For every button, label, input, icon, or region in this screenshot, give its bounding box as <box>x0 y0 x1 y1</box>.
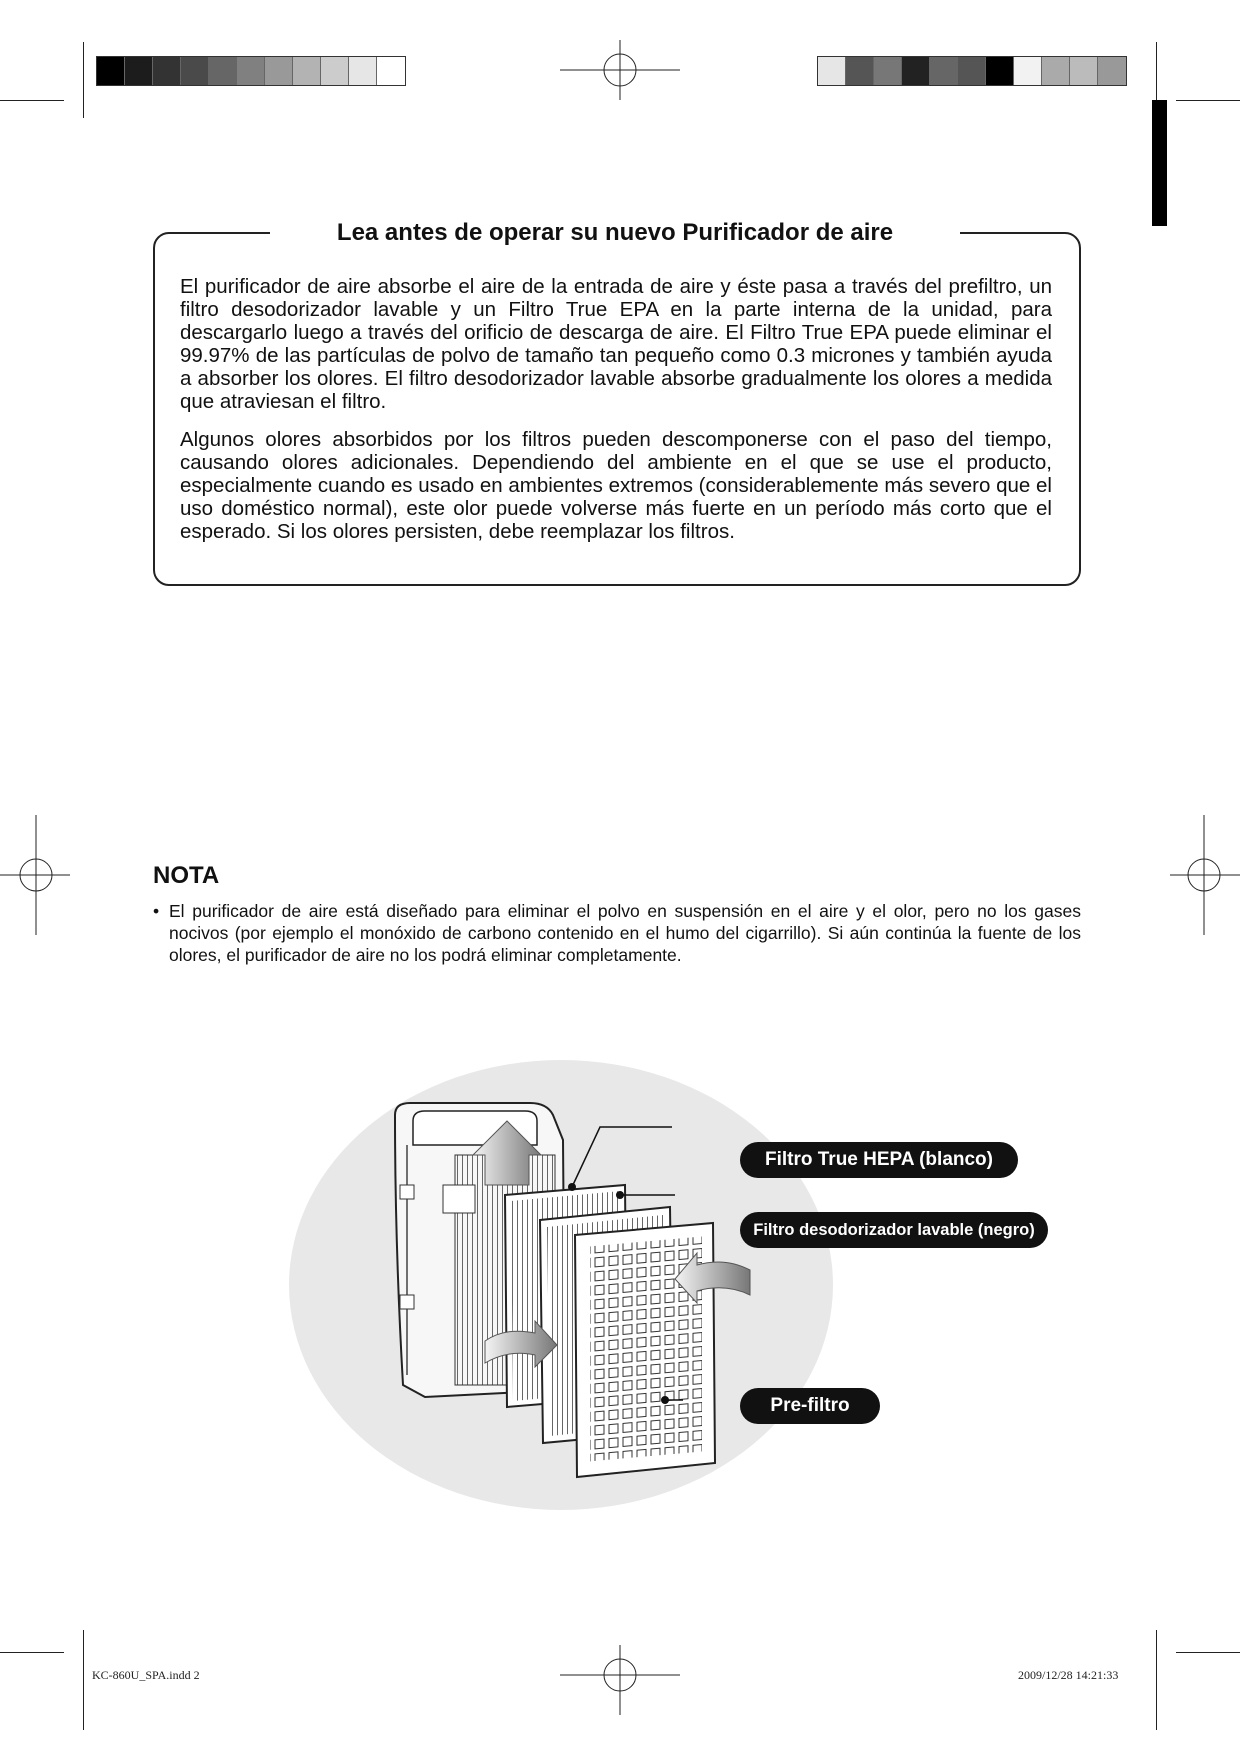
read-box-title: Lea antes de operar su nuevo Purificador de aire <box>270 218 960 248</box>
air-purifier-filter-illustration <box>285 1045 845 1510</box>
color-swatch <box>1014 57 1042 85</box>
bullet-icon: • <box>153 901 160 921</box>
color-bar-left <box>96 56 406 86</box>
color-swatch <box>237 57 265 85</box>
color-swatch <box>986 57 1014 85</box>
registration-mark-top <box>560 40 680 100</box>
callout-pre-filter: Pre-filtro <box>740 1388 880 1424</box>
color-swatch <box>874 57 902 85</box>
color-swatch <box>958 57 986 85</box>
read-box-paragraph: El purificador de aire absorbe el aire de la entrada de aire y éste pasa a través del prefiltro, un filtro desodorizador lavable y un Filtro True EPA en la parte interna de la unidad, para descargarlo luego a través del orificio de descarga de aire. El Filtro True EPA puede eliminar el 99.97% de las partículas de polvo de tamaño tan pequeño como 0.3 micrones y también ayuda a absorber los olores. El filtro desodorizador lavable absorbe gradualmente los olores a medida que atraviesan el filtro. <box>180 275 1052 413</box>
read-box-body <box>180 275 1052 558</box>
color-swatch <box>209 57 237 85</box>
color-swatch <box>1042 57 1070 85</box>
nota-heading: NOTA <box>153 862 220 889</box>
nota-text: El purificador de aire está diseñado para eliminar el polvo en suspensión en el aire y el olor, pero no los gases nocivos (por ejemplo el monóxido de carbono contenido en el humo del cigarrillo). Si aún continúa la fuente de los olores, el purificador de aire no los podrá eliminar completamente. <box>169 901 1081 965</box>
color-swatch <box>349 57 377 85</box>
footer-filename: KC-860U_SPA.indd 2 <box>92 1668 200 1682</box>
color-swatch <box>818 57 846 85</box>
color-swatch <box>1070 57 1098 85</box>
registration-mark-right <box>1170 815 1240 935</box>
color-swatch <box>97 57 125 85</box>
read-box-paragraph: Algunos olores absorbidos por los filtros pueden descomponerse con el paso del tiempo, causando olores adicionales. Dependiendo del ambiente en el que se use el producto, especialmente cuando es usado en ambientes extremos (considerablemente más severo que el uso doméstico normal), este olor puede volverse más fuerte en un período más corto que el esperado. Si los olores persisten, debe reemplazar los filtros. <box>180 428 1052 543</box>
callout-deodorizer-filter: Filtro desodorizador lavable (negro) <box>740 1212 1048 1248</box>
color-swatch <box>293 57 321 85</box>
color-swatch <box>377 57 405 85</box>
color-swatch <box>1098 57 1126 85</box>
color-bar-right <box>817 56 1127 86</box>
color-swatch <box>846 57 874 85</box>
nota-item <box>153 900 1081 966</box>
footer-timestamp: 2009/12/28 14:21:33 <box>1018 1668 1119 1682</box>
registration-mark-bottom <box>560 1645 680 1715</box>
color-swatch <box>902 57 930 85</box>
callout-hepa-filter: Filtro True HEPA (blanco) <box>740 1142 1018 1178</box>
color-swatch <box>930 57 958 85</box>
registration-mark-left <box>0 815 70 935</box>
color-swatch <box>125 57 153 85</box>
color-swatch <box>153 57 181 85</box>
color-swatch <box>265 57 293 85</box>
page-edge-tab <box>1152 100 1167 226</box>
color-swatch <box>321 57 349 85</box>
color-swatch <box>181 57 209 85</box>
